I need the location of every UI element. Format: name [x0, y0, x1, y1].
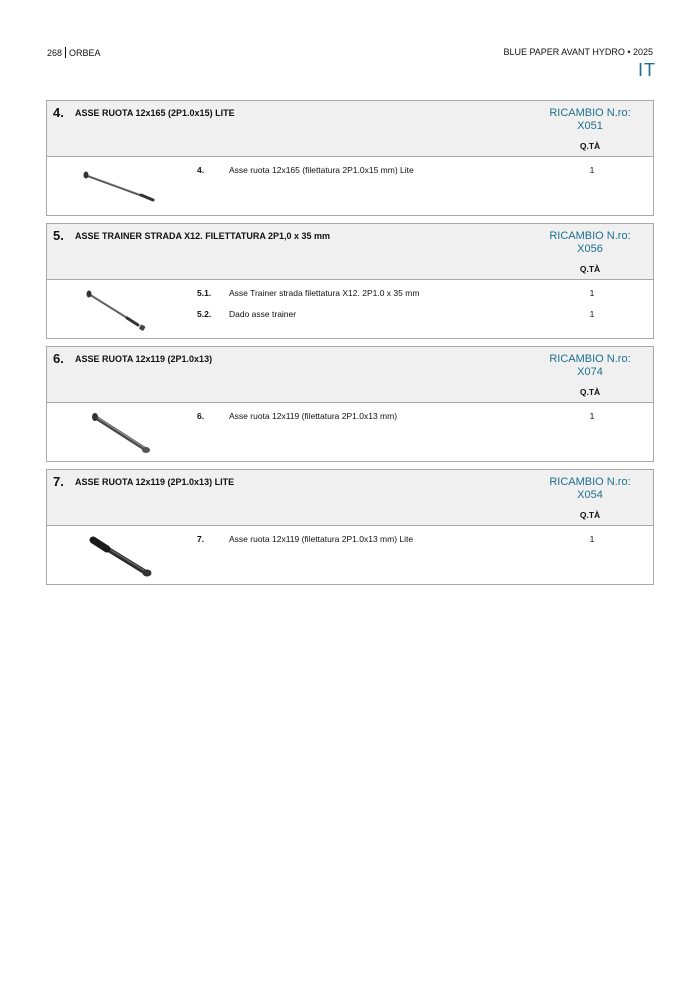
row-quantity: 1	[589, 288, 595, 298]
spare-part-code: X056	[577, 243, 603, 255]
spare-part-ref	[535, 353, 645, 379]
section-body	[47, 280, 653, 338]
thru-axle-long-icon	[81, 163, 161, 213]
section-title: ASSE RUOTA 12x119 (2P1.0x13)	[75, 354, 213, 364]
quantity-header: Q.TÀ	[579, 510, 601, 520]
row-quantity: 1	[589, 411, 595, 421]
part-row	[197, 309, 647, 321]
spare-part-label: RICAMBIO N.ro:	[549, 476, 631, 488]
row-number: 5.2.	[197, 309, 212, 319]
spare-part-ref	[535, 230, 645, 256]
part-row	[197, 288, 647, 300]
section-header	[47, 470, 653, 526]
row-description: Asse ruota 12x165 (filettatura 2P1.0x15 mm) Lite	[229, 165, 414, 175]
section-body	[47, 157, 653, 215]
spare-part-code: X054	[577, 489, 603, 501]
section-body	[47, 526, 653, 584]
section-header	[47, 347, 653, 403]
section-title: ASSE RUOTA 12x119 (2P1.0x13) LITE	[75, 477, 235, 487]
row-number: 4.	[197, 165, 205, 175]
part-row	[197, 534, 647, 546]
quantity-header: Q.TÀ	[579, 141, 601, 151]
page-header	[47, 47, 653, 61]
section-header	[47, 101, 653, 157]
row-description: Dado asse trainer	[229, 309, 297, 319]
spare-part-label: RICAMBIO N.ro:	[549, 353, 631, 365]
page-number: 268	[47, 47, 63, 58]
row-quantity: 1	[589, 534, 595, 544]
header-left	[47, 47, 101, 58]
part-section-5	[46, 223, 654, 339]
section-header	[47, 224, 653, 280]
row-number: 7.	[197, 534, 205, 544]
spare-part-label: RICAMBIO N.ro:	[549, 230, 631, 242]
row-number: 6.	[197, 411, 205, 421]
quantity-header: Q.TÀ	[579, 264, 601, 274]
trainer-axle-with-nut-icon	[81, 286, 161, 336]
row-description: Asse ruota 12x119 (filettatura 2P1.0x13 mm) Lite	[229, 534, 414, 544]
thru-axle-lite-icon	[81, 532, 161, 582]
part-section-6	[46, 346, 654, 462]
section-number: 7.	[53, 474, 64, 489]
spare-part-ref	[535, 476, 645, 502]
part-section-4	[46, 100, 654, 216]
spare-part-label: RICAMBIO N.ro:	[549, 107, 631, 119]
section-title: ASSE TRAINER STRADA X12. FILETTATURA 2P1,0 x 35 mm	[75, 231, 331, 241]
part-row	[197, 411, 647, 423]
row-quantity: 1	[589, 165, 595, 175]
row-description: Asse Trainer strada filettatura X12. 2P1.0 x 35 mm	[229, 288, 420, 298]
spare-part-ref	[535, 107, 645, 133]
header-divider	[65, 47, 66, 58]
section-number: 5.	[53, 228, 64, 243]
row-description: Asse ruota 12x119 (filettatura 2P1.0x13 mm)	[229, 411, 398, 421]
section-body	[47, 403, 653, 461]
section-number: 4.	[53, 105, 64, 120]
quantity-header: Q.TÀ	[579, 387, 601, 397]
language-code: IT	[638, 60, 656, 80]
brand-name: ORBEA	[69, 47, 101, 58]
section-title: ASSE RUOTA 12x165 (2P1.0x15) LITE	[75, 108, 235, 118]
row-number: 5.1.	[197, 288, 212, 298]
thru-axle-short-icon	[81, 409, 161, 459]
row-quantity: 1	[589, 309, 595, 319]
part-row	[197, 165, 647, 177]
spare-part-code: X051	[577, 120, 603, 132]
section-number: 6.	[53, 351, 64, 366]
spare-part-code: X074	[577, 366, 603, 378]
document-title: BLUE PAPER AVANT HYDRO • 2025	[503, 47, 653, 57]
part-section-7	[46, 469, 654, 585]
